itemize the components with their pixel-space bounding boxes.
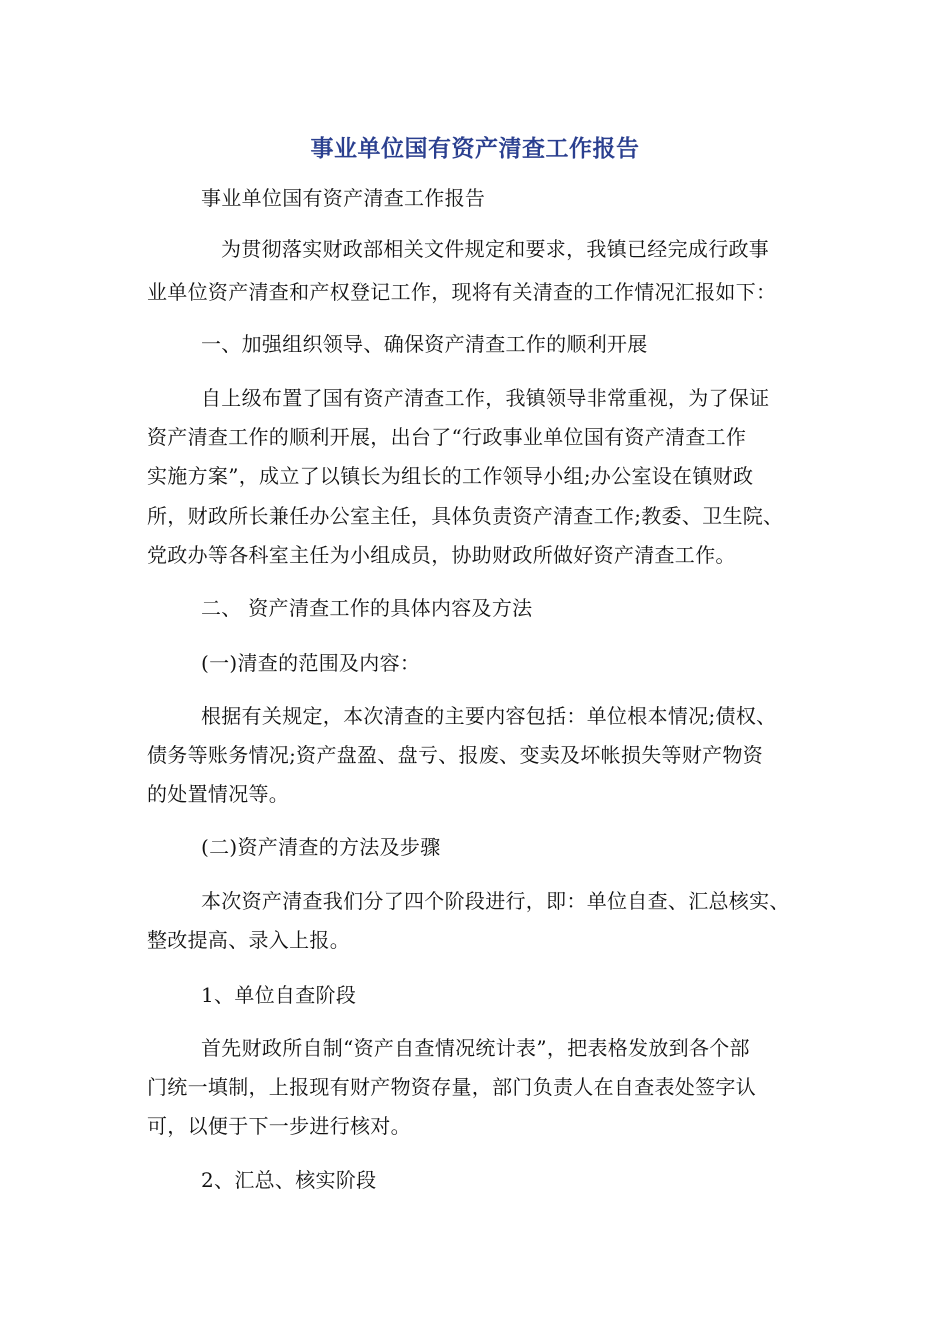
- paragraph-line: 可，以便于下一步进行核对。: [147, 1114, 411, 1138]
- paragraph-line: 债务等账务情况;资产盘盈、盘亏、报废、变卖及坏帐损失等财产物资: [147, 743, 764, 767]
- step-heading-2: 2、汇总、核实阶段: [201, 1168, 377, 1192]
- section-heading-1: 一、加强组织领导、确保资产清查工作的顺利开展: [201, 332, 648, 356]
- paragraph-line: 的处置情况等。: [147, 782, 290, 806]
- paragraph-line: 资产清查工作的顺利开展，出台了“行政事业单位国有资产清查工作: [147, 425, 747, 449]
- paragraph-line: 自上级布置了国有资产清查工作，我镇领导非常重视，为了保证: [201, 386, 770, 410]
- subsection-heading-2: (二)资产清查的方法及步骤: [201, 835, 441, 859]
- paragraph-line: 所，财政所长兼任办公室主任，具体负责资产清查工作;教委、卫生院、: [147, 504, 784, 528]
- paragraph-line: 党政办等各科室主任为小组成员，协助财政所做好资产清查工作。: [147, 543, 736, 567]
- document-title: 事业单位国有资产清查工作报告: [310, 136, 640, 162]
- paragraph-line: 实施方案”，成立了以镇长为组长的工作领导小组;办公室设在镇财政: [147, 464, 754, 488]
- step-heading-1: 1、单位自查阶段: [201, 983, 357, 1007]
- paragraph-line: 业单位资产清查和产权登记工作，现将有关清查的工作情况汇报如下：: [147, 280, 777, 304]
- paragraph-line: 整改提高、录入上报。: [147, 928, 350, 952]
- paragraph-line: 门统一填制，上报现有财产物资存量，部门负责人在自查表处签字认: [147, 1075, 756, 1099]
- paragraph-line: 为贯彻落实财政部相关文件规定和要求，我镇已经完成行政事: [221, 237, 770, 261]
- paragraph-line: 首先财政所自制“资产自查情况统计表”，把表格发放到各个部: [201, 1036, 750, 1060]
- subtitle-line: 事业单位国有资产清查工作报告: [201, 186, 486, 210]
- paragraph-line: 根据有关规定，本次清查的主要内容包括：单位根本情况;债权、: [201, 704, 777, 728]
- paragraph-line: 本次资产清查我们分了四个阶段进行，即：单位自查、汇总核实、: [201, 889, 790, 913]
- subsection-heading-1: (一)清查的范围及内容：: [201, 651, 421, 675]
- section-heading-2: 二、 资产清查工作的具体内容及方法: [201, 596, 533, 620]
